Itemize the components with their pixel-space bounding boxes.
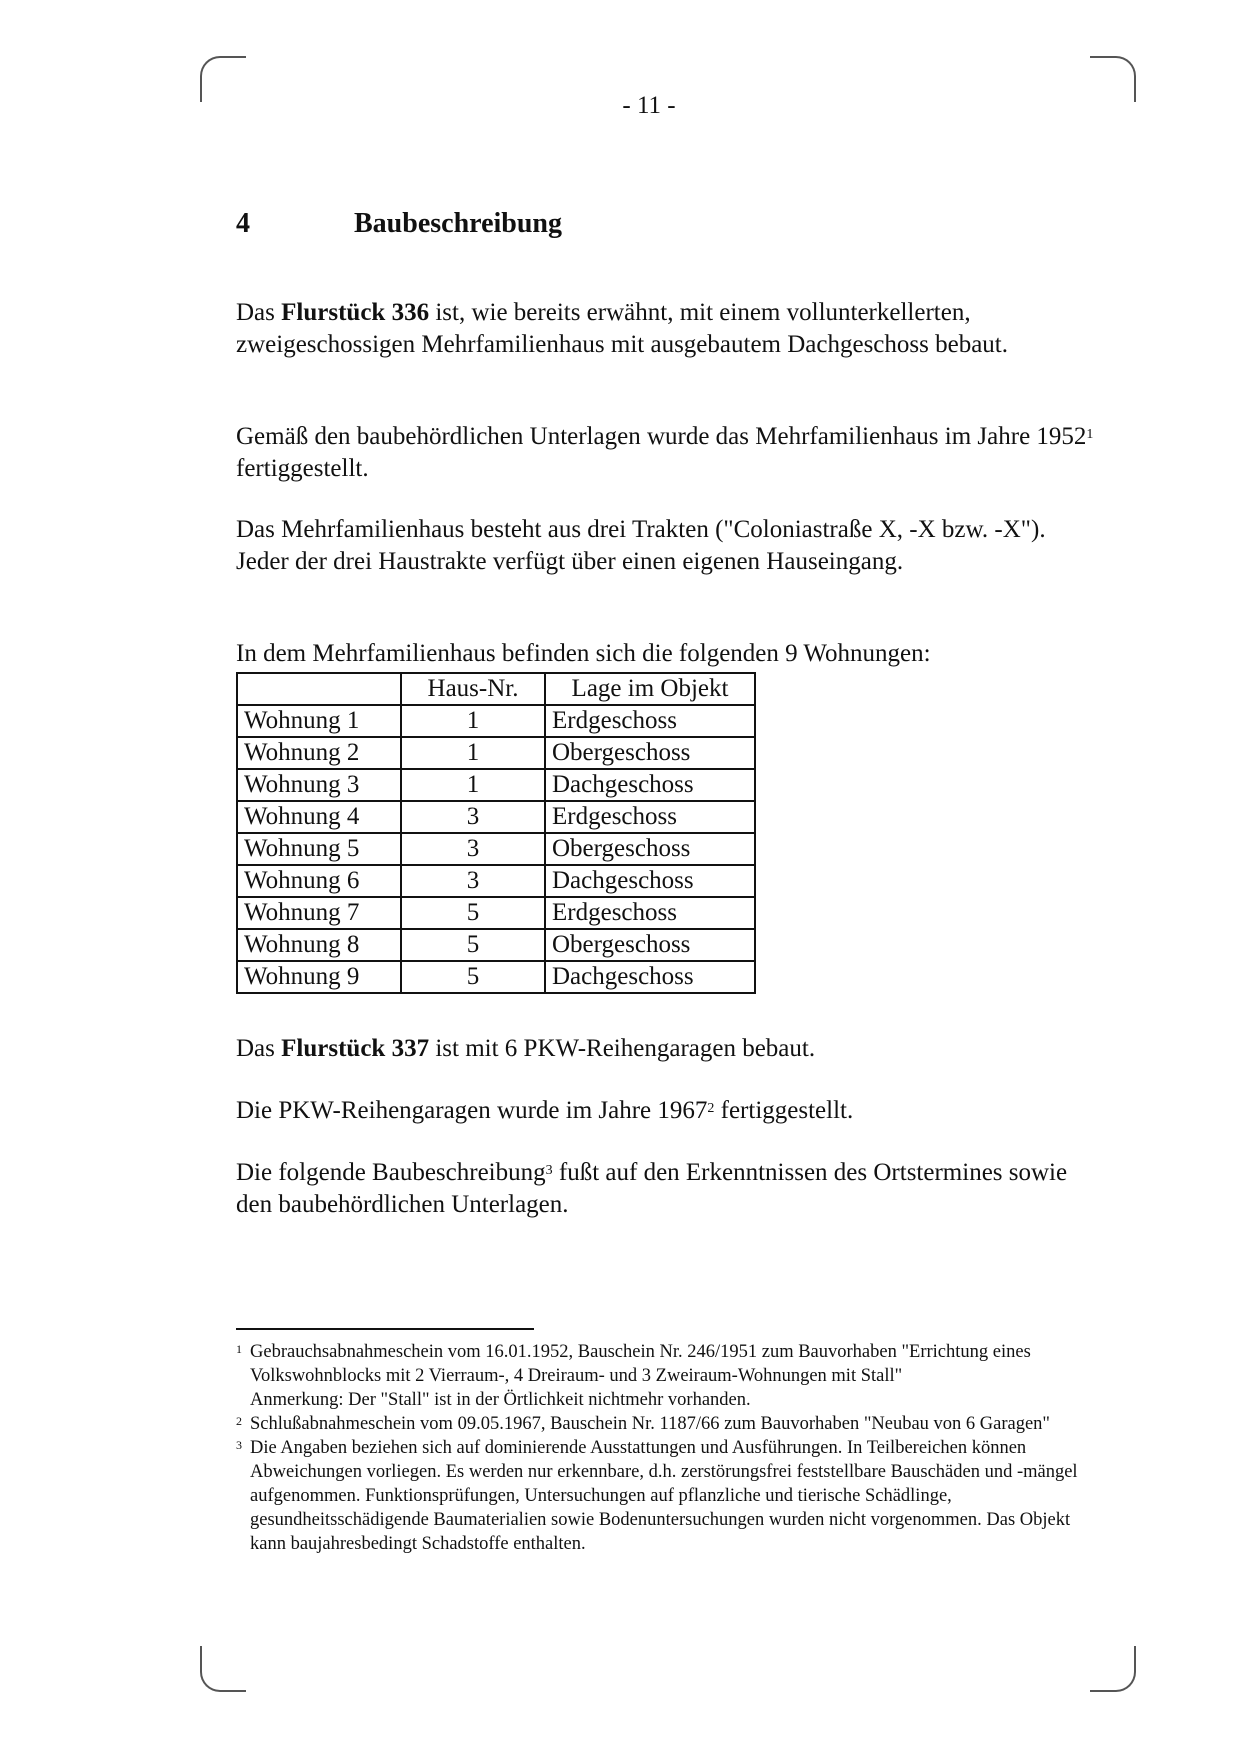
- footnote-text: Gebrauchsabnahmeschein vom 16.01.1952, Bauschein Nr. 246/1951 zum Bauvorhaben "Errichtung eines Volkswohnblocks mit 2 Vierraum-, 4 Dreiraum- und 3 Zweiraum-Wohnungen mit Stall": [250, 1342, 1031, 1386]
- footnote-1-line-2: [236, 1388, 1096, 1412]
- table-header-row: [237, 673, 755, 705]
- table-cell: 5: [401, 929, 545, 961]
- table-cell: 3: [401, 801, 545, 833]
- footnote-separator: [236, 1328, 534, 1330]
- footnote-mark: 1: [236, 1342, 242, 1356]
- footnote-mark: 2: [236, 1414, 242, 1428]
- paragraph-flurstueck-336: [236, 297, 1096, 361]
- table-cell: Dachgeschoss: [545, 961, 755, 993]
- table-cell: Erdgeschoss: [545, 897, 755, 929]
- footnote-mark: 3: [236, 1438, 242, 1452]
- paragraph-garagen: [236, 1095, 1096, 1127]
- page-number: - 11 -: [622, 92, 676, 119]
- p5-bold: Flurstück 337: [281, 1035, 430, 1062]
- table-cell: Erdgeschoss: [545, 801, 755, 833]
- table-cell: 5: [401, 961, 545, 993]
- paragraph-flurstueck-337: [236, 1033, 1096, 1065]
- table-header-cell: Haus-Nr.: [401, 673, 545, 705]
- table-cell: Wohnung 1: [237, 705, 401, 737]
- paragraph-baujahr: [236, 421, 1096, 485]
- footnote-text: Anmerkung: Der "Stall" ist in der Örtlichkeit nichtmehr vorhanden.: [250, 1390, 751, 1410]
- p5-pre: Das: [236, 1035, 282, 1062]
- table-cell: Wohnung 8: [237, 929, 401, 961]
- p2-post: fertiggestellt.: [236, 455, 369, 482]
- p2-pre: Gemäß den baubehördlichen Unterlagen wurde das Mehrfamilienhaus im Jahre 1952: [236, 423, 1087, 450]
- footnote-ref-1: 1: [1086, 427, 1094, 442]
- table-cell: Dachgeschoss: [545, 769, 755, 801]
- p6-pre: Die PKW-Reihengaragen wurde im Jahre 1967: [236, 1097, 708, 1124]
- table-cell: Wohnung 5: [237, 833, 401, 865]
- table-cell: Obergeschoss: [545, 929, 755, 961]
- section-title: Baubeschreibung: [354, 208, 562, 239]
- table-row: [237, 833, 755, 865]
- table-cell: Wohnung 6: [237, 865, 401, 897]
- crop-mark-bottom-right: [1090, 1646, 1136, 1692]
- table-cell: Obergeschoss: [545, 833, 755, 865]
- p1-pre: Das: [236, 299, 282, 326]
- crop-mark-bottom-left: [200, 1646, 246, 1692]
- table-row: [237, 865, 755, 897]
- footnote-2: [236, 1412, 1096, 1436]
- table-row: [237, 929, 755, 961]
- p5-post: ist mit 6 PKW-Reihengaragen bebaut.: [429, 1035, 816, 1062]
- table-header-cell: Lage im Objekt: [545, 673, 755, 705]
- table-row: [237, 801, 755, 833]
- p1-post: ist, wie bereits erwähnt, mit einem vollunterkellerten, zweigeschossigen Mehrfamilienhaus mit ausgebautem Dachgeschoss bebaut.: [236, 299, 1008, 358]
- footnote-3: [236, 1436, 1096, 1556]
- section-number: 4: [236, 208, 250, 239]
- paragraph-baubeschreibung: [236, 1157, 1096, 1221]
- p1-bold: Flurstück 336: [281, 299, 430, 326]
- table-cell: Wohnung 9: [237, 961, 401, 993]
- table-cell: 3: [401, 833, 545, 865]
- footnotes: [236, 1340, 1096, 1556]
- section-heading: [236, 208, 562, 240]
- footnote-text: Schlußabnahmeschein vom 09.05.1967, Bauschein Nr. 1187/66 zum Bauvorhaben "Neubau von 6 Garagen": [250, 1414, 1050, 1434]
- table-cell: Erdgeschoss: [545, 705, 755, 737]
- footnote-ref-3: 3: [545, 1163, 553, 1178]
- p6-post: fertiggestellt.: [714, 1097, 854, 1124]
- table-cell: Wohnung 2: [237, 737, 401, 769]
- table-cell: Wohnung 4: [237, 801, 401, 833]
- table-cell: 1: [401, 705, 545, 737]
- table-row: [237, 897, 755, 929]
- footnote-1: [236, 1340, 1096, 1388]
- table-header-cell: [237, 673, 401, 705]
- table-cell: 1: [401, 769, 545, 801]
- table-cell: Wohnung 7: [237, 897, 401, 929]
- table-cell: 3: [401, 865, 545, 897]
- table-cell: 1: [401, 737, 545, 769]
- table-cell: Obergeschoss: [545, 737, 755, 769]
- footnote-ref-2: 2: [707, 1101, 715, 1116]
- table-row: [237, 961, 755, 993]
- table-row: [237, 769, 755, 801]
- table-row: [237, 737, 755, 769]
- p7-pre: Die folgende Baubeschreibung: [236, 1159, 546, 1186]
- wohnungen-table: [236, 672, 756, 994]
- table-cell: Dachgeschoss: [545, 865, 755, 897]
- table-row: [237, 705, 755, 737]
- paragraph-trakte: Das Mehrfamilienhaus besteht aus drei Trakten ("Coloniastraße X, -X bzw. -X"). Jeder der drei Haustrakte verfügt über einen eigenen Hauseingang.: [236, 516, 1046, 575]
- paragraph-wohnungen-intro: In dem Mehrfamilienhaus befinden sich die folgenden 9 Wohnungen:: [236, 640, 931, 667]
- p7-post: fußt auf den Erkenntnissen des Ortstermines sowie den baubehördlichen Unterlagen.: [236, 1159, 1068, 1218]
- table-cell: Wohnung 3: [237, 769, 401, 801]
- footnote-text: Die Angaben beziehen sich auf dominierende Ausstattungen und Ausführungen. In Teilbereichen können Abweichungen vorliegen. Es werden nur erkennbare, d.h. zerstörungsfrei feststellbare Bauschäden und -mängel aufgenommen. Funktionsprüfungen, Untersuchungen auf pflanzliche und tierische Schädlinge, gesundheitsschädigende Baumaterialien sowie Bodenuntersuchungen wurden nicht vorgenommen. Das Objekt kann baujahresbedingt Schadstoffe enthalten.: [250, 1438, 1078, 1554]
- table-cell: 5: [401, 897, 545, 929]
